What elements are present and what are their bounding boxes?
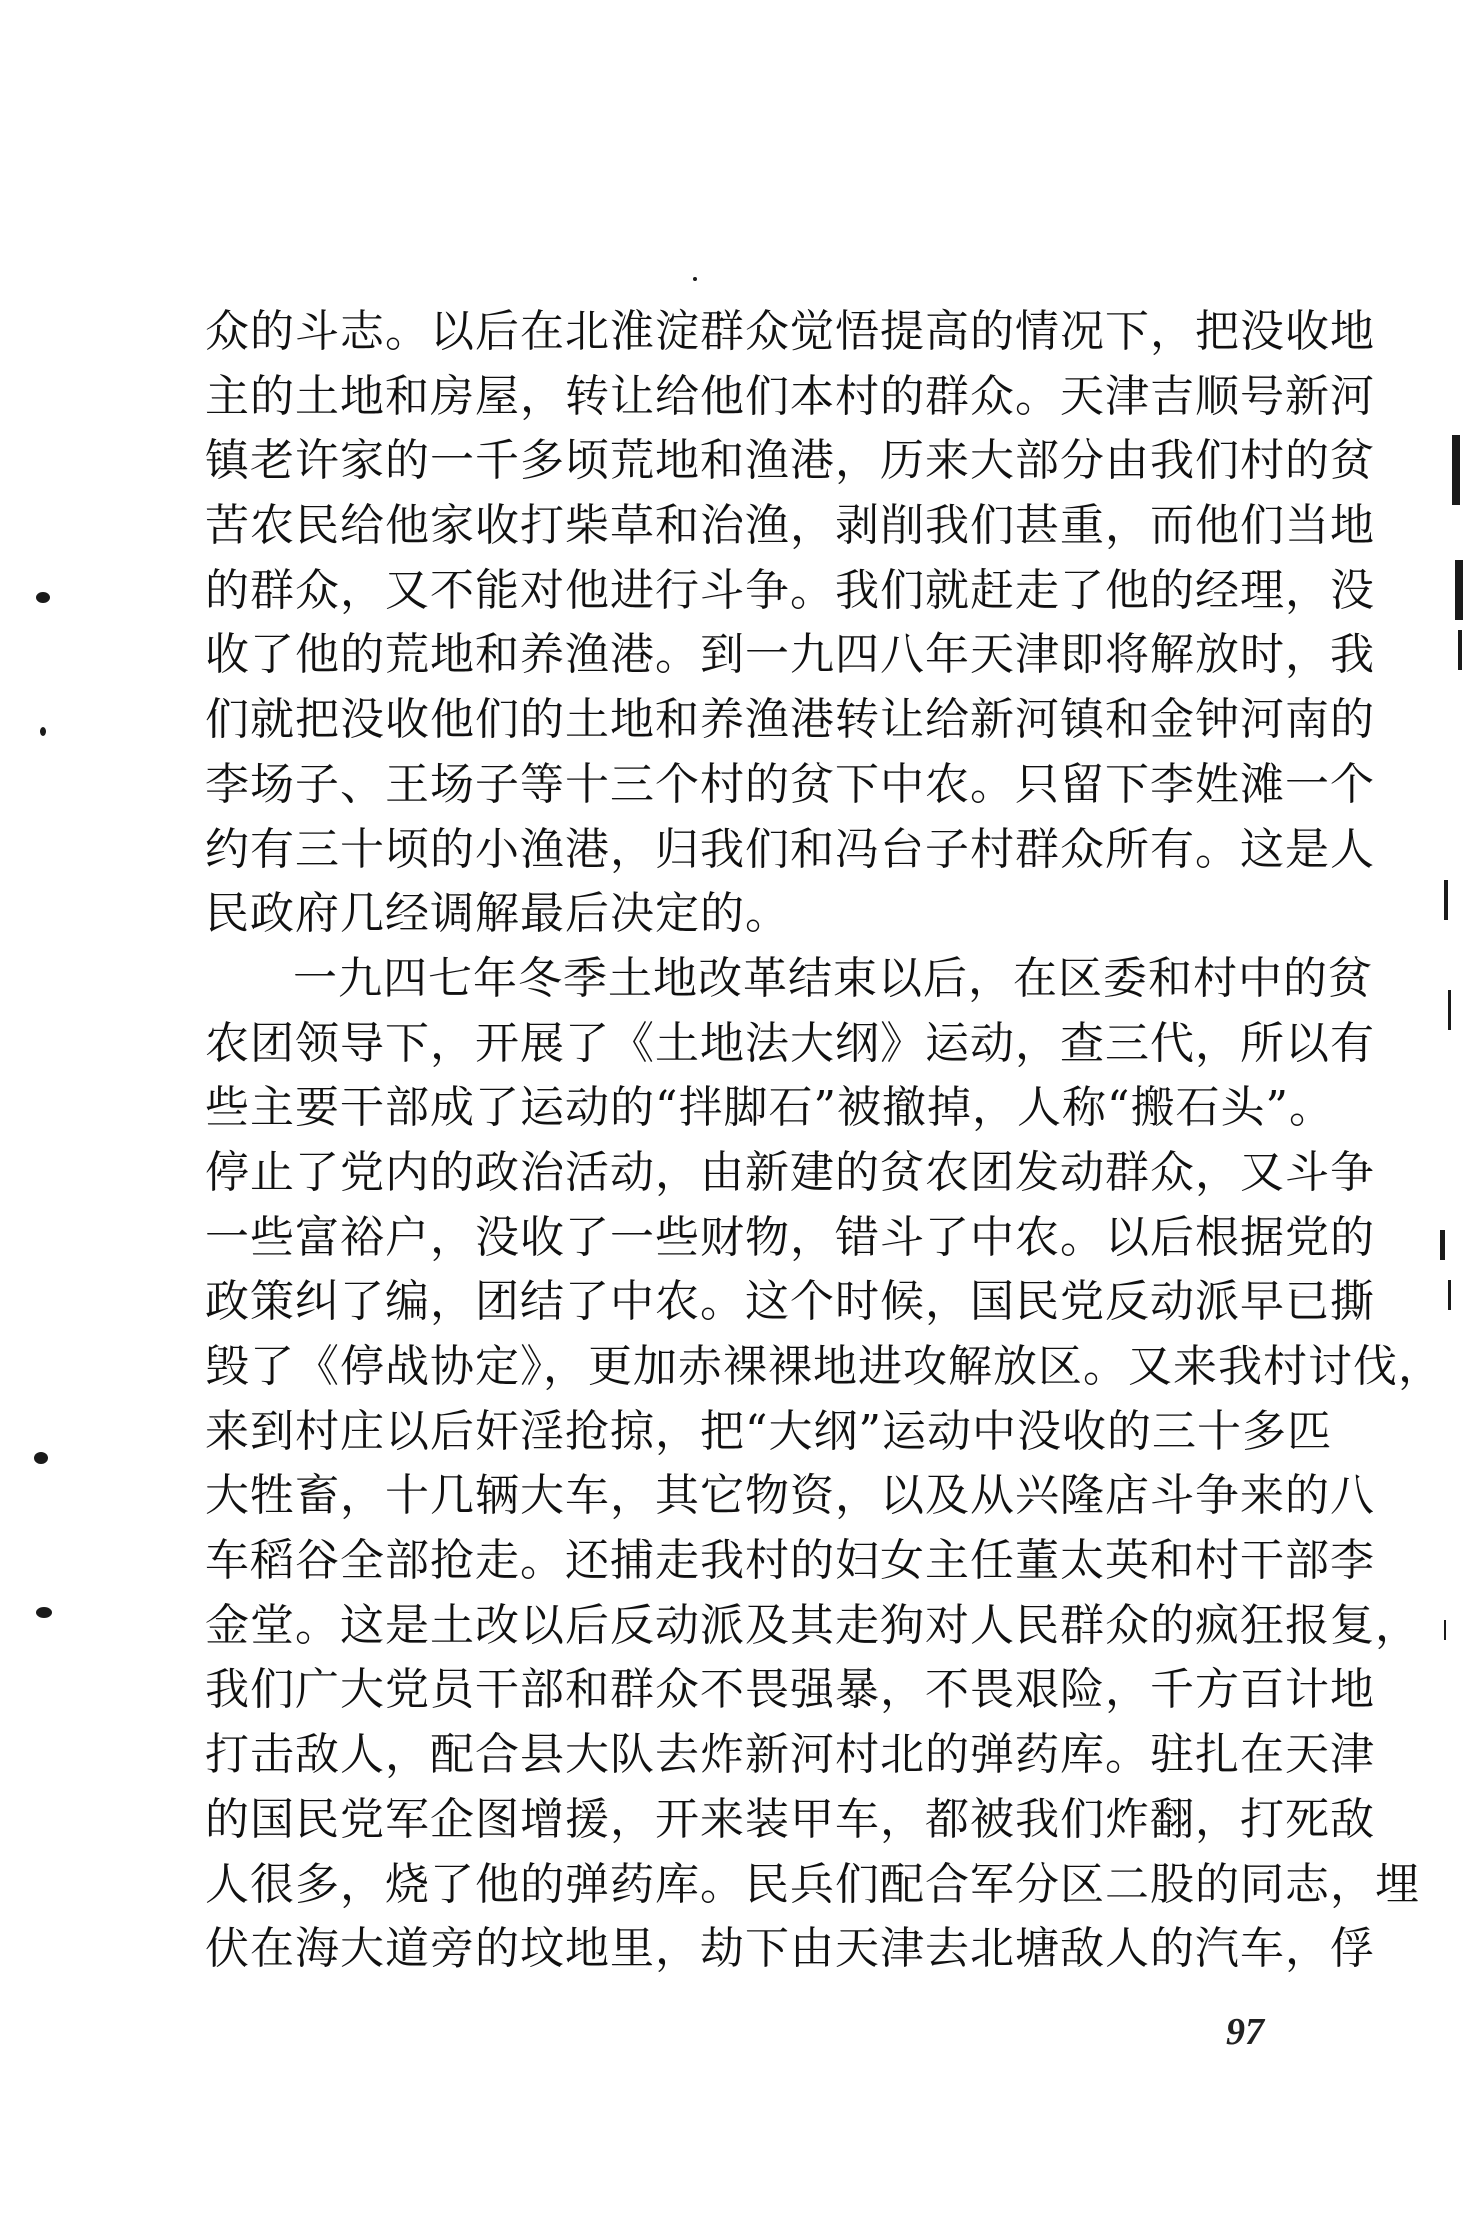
text-line: 镇老许家的一千多顷荒地和渔港，历来大部分由我们村的贫 (205, 435, 1375, 487)
scan-edge-mark (1448, 990, 1451, 1030)
text-line: 一些富裕户，没收了一些财物，错斗了中农。以后根据党的 (205, 1211, 1375, 1263)
text-line: 打击敌人，配合县大队去炸新河村北的弹药库。驻扎在天津 (205, 1729, 1375, 1781)
text-line: 大牲畜，十几辆大车，其它物资，以及从兴隆店斗争来的八 (205, 1470, 1375, 1522)
text-line: 农团领导下，开展了《土地法大纲》运动，查三代，所以有 (205, 1017, 1375, 1069)
text-line: 约有三十顷的小渔港，归我们和冯台子村群众所有。这是人 (205, 823, 1375, 875)
text-line: 车稻谷全部抢走。还捕走我村的妇女主任董太英和村干部李 (205, 1535, 1375, 1587)
scan-edge-mark (1448, 1280, 1451, 1310)
text-line: 人很多，烧了他的弹药库。民兵们配合军分区二股的同志，埋 (205, 1858, 1420, 1910)
scan-speck (40, 727, 46, 736)
scan-edge-mark (1455, 560, 1463, 620)
paragraph-start-line: 一九四七年冬季土地改革结束以后，在区委和村中的贫 (293, 952, 1373, 1004)
scan-edge-mark (1440, 1230, 1445, 1260)
text-line: 的国民党军企图增援，开来装甲车，都被我们炸翻，打死敌 (205, 1793, 1375, 1845)
body-text (205, 300, 1443, 1982)
text-line: 们就把没收他们的土地和养渔港转让给新河镇和金钟河南的 (205, 694, 1375, 746)
text-line: 主的土地和房屋，转让给他们本村的群众。天津吉顺号新河 (205, 370, 1375, 422)
page-number: 97 (1226, 2011, 1264, 2053)
scan-edge-mark (1458, 630, 1462, 670)
text-line: 政策纠了编，团结了中农。这个时候，国民党反动派早已撕 (205, 1276, 1375, 1328)
text-line: 些主要干部成了运动的“拌脚石”被撤掉，人称“搬石头”。 (205, 1082, 1334, 1134)
text-line: 我们广大党员干部和群众不畏强暴，不畏艰险，千方百计地 (205, 1664, 1375, 1716)
scan-edge-mark (1444, 1620, 1446, 1640)
text-line: 的群众，又不能对他进行斗争。我们就赶走了他的经理，没 (205, 564, 1375, 616)
text-line: 停止了党内的政治活动，由新建的贫农团发动群众，又斗争 (205, 1146, 1375, 1198)
text-line: 众的斗志。以后在北淮淀群众觉悟提高的情况下，把没收地 (205, 306, 1375, 357)
scan-edge-mark (1444, 880, 1448, 920)
scan-edge-mark (1452, 435, 1460, 505)
text-line: 毁了《停战协定》，更加赤裸裸地进攻解放区。又来我村讨伐， (205, 1341, 1443, 1392)
scan-speck (693, 277, 697, 281)
text-line: 苦农民给他家收打柴草和治渔，剥削我们甚重，而他们当地 (205, 500, 1375, 552)
text-line: 收了他的荒地和养渔港。到一九四八年天津即将解放时，我 (205, 629, 1375, 681)
scan-speck (36, 1607, 52, 1618)
text-line: 伏在海大道旁的坟地里，劫下由天津去北塘敌人的汽车，俘 (205, 1923, 1375, 1975)
scan-speck (34, 1452, 48, 1464)
scan-speck (36, 592, 50, 603)
text-line: 来到村庄以后奸淫抢掠，把“大纲”运动中没收的三十多匹 (205, 1405, 1332, 1457)
text-line: 民政府几经调解最后决定的。 (205, 888, 790, 940)
text-line: 金堂。这是土改以后反动派及其走狗对人民群众的疯狂报复， (205, 1599, 1420, 1651)
text-line: 李场子、王场子等十三个村的贫下中农。只留下李姓滩一个 (205, 758, 1375, 810)
